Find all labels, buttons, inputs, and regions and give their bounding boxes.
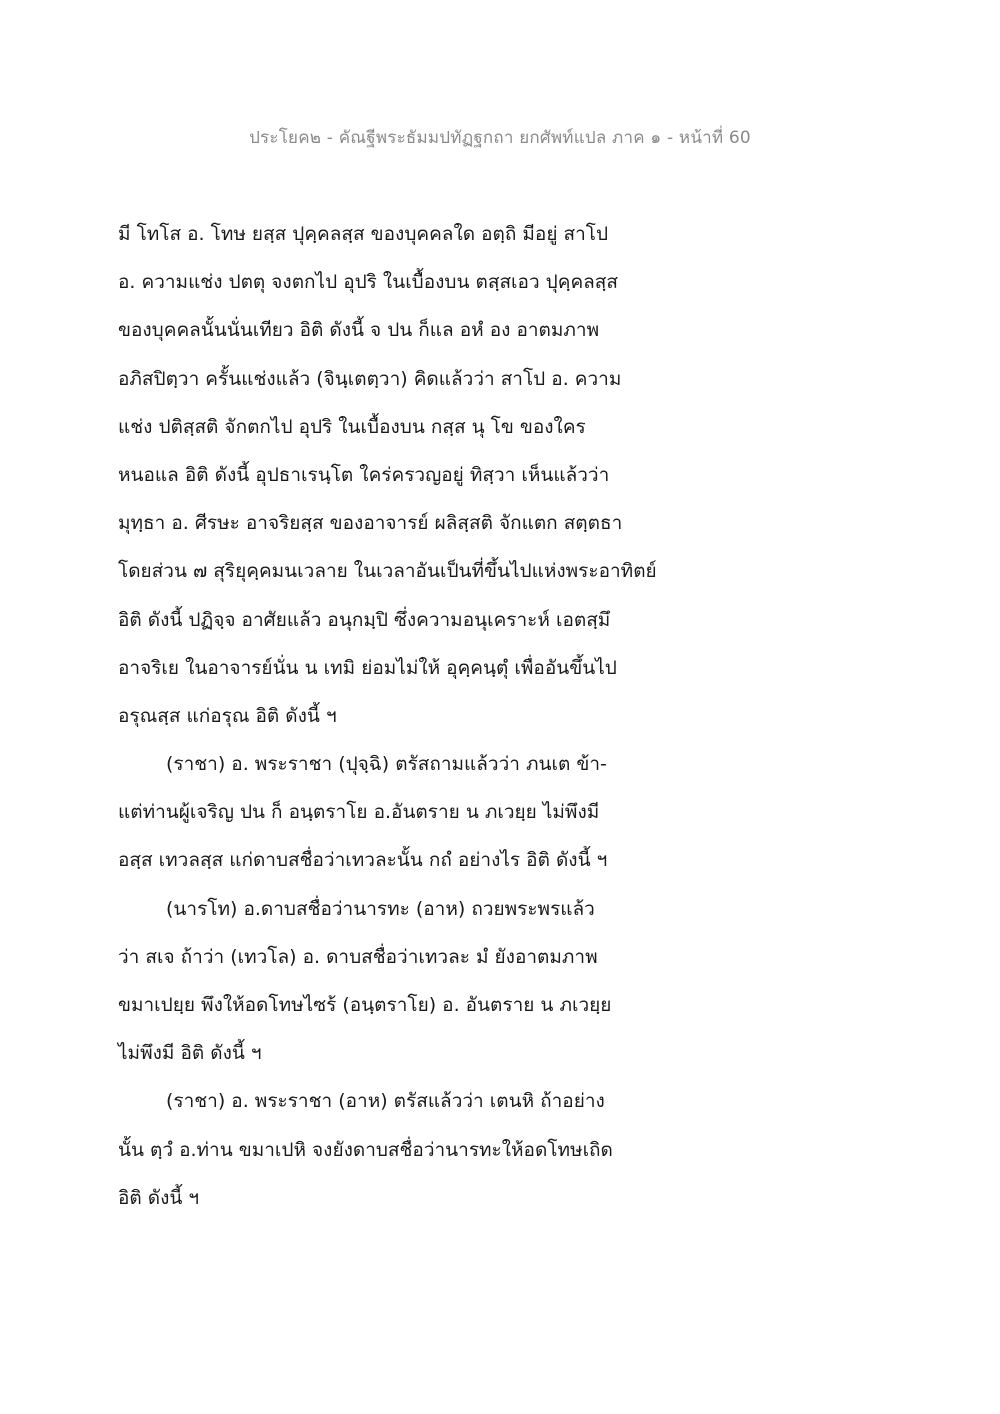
body-text xyxy=(118,210,678,1222)
text-line: ขมาเปยฺย พึงให้อดโทษไซร้ (อนฺตราโย) อ. อันตราย น ภเวยฺย xyxy=(118,994,612,1016)
text-line: ของบุคคลนั้นนั่นเทียว อิติ ดังนี้ จ ปน ก็แล อหํ อง อาตมภาพ xyxy=(118,319,600,342)
text-line: แต่ท่านผู้เจริญ ปน ก็ อนฺตราโย อ.อันตราย น ภเวยฺย ไม่พึงมี xyxy=(118,801,600,824)
text-line: โดยส่วน ๗ สุริยุคฺคมนเวลาย ในเวลาอันเป็นที่ขึ้นไปแห่งพระอาทิตย์ xyxy=(118,560,657,583)
text-line: ไม่พึงมี อิติ ดังนี้ ฯ xyxy=(118,1042,262,1065)
text-line: อรุณสฺส แก่อรุณ อิติ ดังนี้ ฯ xyxy=(118,704,337,727)
text-line: ว่า สเจ ถ้าว่า (เทวโล) อ. ดาบสชื่อว่าเทวละ มํ ยังอาตมภาพ xyxy=(118,945,598,968)
text-line: อสฺส เทวลสฺส แก่ดาบสชื่อว่าเทวละนั้น กถํ อย่างไร อิติ ดังนี้ ฯ xyxy=(118,849,608,872)
text-line: แช่ง ปติสฺสติ จักตกไป อุปริ ในเบื้องบน กสฺส นุ โข ของใคร xyxy=(118,415,586,438)
text-line: อภิสปิตฺวา ครั้นแช่งแล้ว (จินฺเตตฺวา) คิดแล้วว่า สาโป อ. ความ xyxy=(118,367,622,390)
text-line: มุทฺธา อ. ศีรษะ อาจริยสฺส ของอาจารย์ ผลิสฺสติ จักแตก สตฺตธา xyxy=(118,512,623,535)
text-line-indented: (ราชา) อ. พระราชา (ปุจฺฉิ) ตรัสถามแล้วว่า ภนเต ข้า- xyxy=(166,753,607,776)
text-line: หนอแล อิติ ดังนี้ อุปธาเรนฺโต ใคร่ครวญอยู่ ทิสฺวา เห็นแล้วว่า xyxy=(118,463,610,486)
text-line: อาจริเย ในอาจารย์นั่น น เทมิ ย่อมไม่ให้ อุคฺคนฺตุํ เพื่ออันขึ้นไป xyxy=(118,656,617,679)
text-line: มี โทโส อ. โทษ ยสฺส ปุคฺคลสฺส ของบุคคลใด อตฺถิ มีอยู่ สาโป xyxy=(118,223,609,245)
text-line-indented: (นารโท) อ.ดาบสชื่อว่านารทะ (อาห) ถวยพระพรแล้ว xyxy=(166,897,595,920)
running-header-text: ประโยค๒ - คัณฐีพระธัมมปทัฏฐกถา ยกศัพท์แปล ภาค ๑ - หน้าที่ 60 xyxy=(249,128,751,148)
text-line: อ. ความแช่ง ปตตุ จงตกไป อุปริ ในเบื้องบน ตสฺสเอว ปุคฺคลสฺส xyxy=(118,271,618,294)
page-header xyxy=(0,124,1000,151)
text-line-indented: (ราชา) อ. พระราชา (อาห) ตรัสแล้วว่า เตนหิ ถ้าอย่าง xyxy=(166,1090,605,1113)
text-line: อิติ ดังนี้ ฯ xyxy=(118,1186,200,1209)
text-line: นั้น ตฺวํ อ.ท่าน ขมาเปหิ จงยังดาบสชื่อว่านารทะให้อดโทษเถิด xyxy=(118,1138,613,1161)
text-line: อิติ ดังนี้ ปฏิจฺจ อาศัยแล้ว อนุกมฺปิ ซึ่งความอนุเคราะห์ เอตสฺมึ xyxy=(118,608,611,631)
